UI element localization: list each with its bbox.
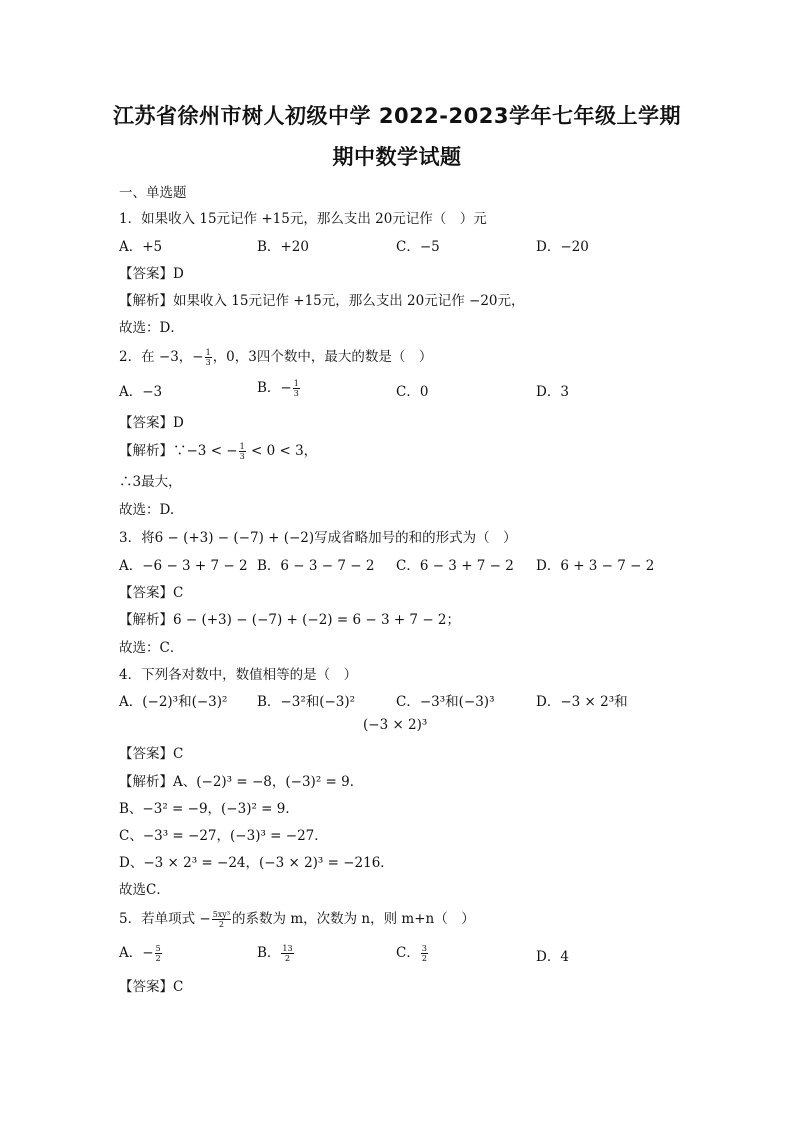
- q5-option-b: B． $\frac{13}{2}$: [257, 944, 293, 963]
- doc-title-line1: 江苏省徐州市树人初级中学 2022-2023学年七年级上学期: [113, 104, 681, 128]
- fraction: $\frac{5}{2}$: [155, 944, 161, 963]
- fraction: $\frac{13}{2}$: [282, 944, 293, 963]
- q5-option-d: D．4: [536, 949, 569, 965]
- q2-stem-pre: 2．在 −3，−: [119, 349, 204, 365]
- doc-title-line2: 期中数学试题: [332, 145, 462, 169]
- fraction: $\frac{1}{3}$: [239, 442, 245, 461]
- q1-option-a: A．+5: [119, 239, 163, 255]
- q3-answer: 【答案】C: [119, 585, 184, 601]
- q2-analysis: 【解析】∵−3 < − $\frac{1}{3}$ < 0 < 3，: [119, 442, 318, 461]
- q1-option-d: D．−20: [536, 239, 589, 255]
- q1-answer: 【答案】D: [119, 266, 184, 282]
- q5-stem: 5．若单项式 − $\frac{\text{5xy³}}{2}$ 的系数为 m，次数为 n，则 m+n（ ）: [119, 910, 475, 929]
- section-heading: 一、单选题: [119, 185, 187, 201]
- q5-option-a: A．− $\frac{5}{2}$: [119, 944, 161, 963]
- q2-conclusion: 故选：D.: [119, 502, 175, 518]
- q4-conclusion: 故选C．: [119, 882, 170, 898]
- q3-analysis: 【解析】6 − (+3) − (−7) + (−2) = 6 − 3 + 7 − 2；: [119, 612, 461, 628]
- q2-option-d: D．3: [536, 384, 569, 400]
- q4-option-b: B．−3²和(−3)²: [257, 694, 356, 710]
- q2-option-c: C．0: [396, 384, 429, 400]
- q3-stem: 3．将6 − (+3) − (−7) + (−2)写成省略加号的和的形式为（ ）: [119, 530, 517, 546]
- fraction: $\frac{1}{3}$: [293, 379, 299, 398]
- q2-stem: [119, 345, 432, 367]
- q1-conclusion: 故选：D．: [119, 320, 184, 336]
- q4-answer: 【答案】C: [119, 746, 184, 762]
- fraction: $\frac{1}{3}$: [205, 348, 211, 367]
- q3-option-c: C．6 − 3 + 7 − 2: [396, 558, 514, 574]
- q4-stem: 4．下列各对数中，数值相等的是（ ）: [119, 667, 358, 683]
- q1-option-c: C．−5: [396, 239, 440, 255]
- q4-analysis-b: B、−3² = −9，(−3)² = 9．: [119, 801, 299, 817]
- q4-option-c: C．−3³和(−3)³: [396, 694, 495, 710]
- q5-option-c: C． $\frac{3}{2}$: [396, 944, 427, 963]
- q3-conclusion: 故选：C．: [119, 640, 184, 656]
- q4-option-a: A．(−2)³和(−3)²: [119, 694, 228, 710]
- fraction: $\frac{3}{2}$: [421, 944, 427, 963]
- q4-analysis-d: D、−3 × 2³ = −24，(−3 × 2)³ = −216．: [119, 855, 394, 871]
- q4-analysis-c: C、−3³ = −27，(−3)³ = −27．: [119, 828, 328, 844]
- q3-option-d: D．6 + 3 − 7 − 2: [536, 558, 655, 574]
- q5-answer: 【答案】C: [119, 979, 184, 995]
- q2-stem-post: ，0，3四个数中，最大的数是（ ）: [212, 349, 433, 365]
- q2-option-a: A．−3: [119, 384, 163, 400]
- q4-option-d-cont: (−3 × 2)³: [363, 717, 428, 733]
- q2-option-b: B．− $\frac{1}{3}$: [257, 379, 299, 398]
- q4-option-d: D．−3 × 2³和: [536, 694, 628, 710]
- q1-analysis: 【解析】如果收入 15元记作 +15元，那么支出 20元记作 −20元，: [119, 293, 525, 309]
- q3-option-a: A．−6 − 3 + 7 − 2: [119, 558, 248, 574]
- fraction: $\frac{\text{5xy³}}{2}$: [212, 910, 231, 929]
- q4-analysis-a: 【解析】A、(−2)³ = −8，(−3)² = 9．: [119, 774, 364, 790]
- q2-analysis-2: ∴3最大，: [119, 474, 182, 490]
- q3-option-b: B．6 − 3 − 7 − 2: [257, 558, 375, 574]
- q2-answer: 【答案】D: [119, 415, 184, 431]
- q1-option-b: B．+20: [257, 239, 309, 255]
- q1-stem: 1．如果收入 15元记作 +15元，那么支出 20元记作（ ）元: [119, 211, 487, 227]
